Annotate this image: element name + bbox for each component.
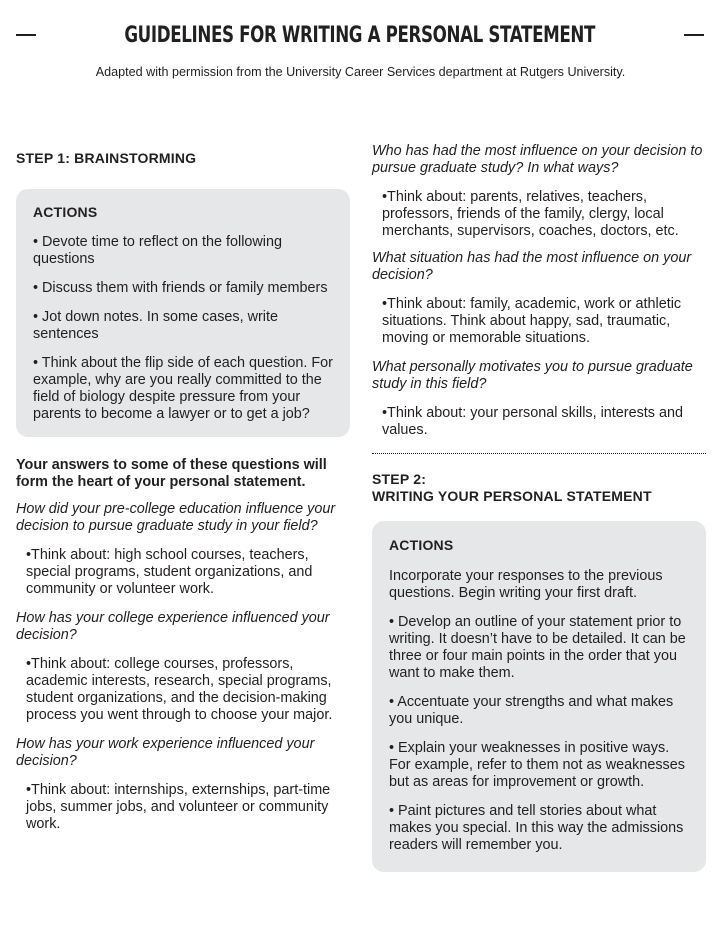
title-rule-left [16, 34, 36, 36]
question-text: How did your pre-college education influence your decision to pursue graduate study in your field? [16, 501, 336, 534]
step1-action-item: • Devote time to reflect on the following questions [33, 234, 283, 267]
step2-heading [372, 471, 706, 505]
step1-actions-title: ACTIONS [33, 204, 98, 220]
step1-action-item: • Jot down notes. In some cases, write sentences [33, 309, 278, 342]
step2-actions-title: ACTIONS [389, 537, 454, 553]
think-about-text: •Think about: high school courses, teachers, special programs, student organizations, and community or volunteer work. [26, 547, 313, 597]
step1-action-item: • Think about the flip side of each question. For example, why are you really committed to the field of biology despite pressure from your parents to become a lawyer or to get a job? [33, 355, 333, 422]
step1-lead-text: Your answers to some of these questions will form the heart of your personal statement. [16, 457, 327, 490]
question-text: Who has had the most influence on your decision to pursue graduate study? In what ways? [372, 143, 703, 176]
question-text: What situation has had the most influence on your decision? [372, 250, 692, 283]
question-text: How has your work experience influenced your decision? [16, 736, 315, 769]
step2-heading-line2: WRITING YOUR PERSONAL STATEMENT [372, 488, 652, 504]
right-column [372, 143, 706, 872]
page-subtitle: Adapted with permission from the University Career Services department at Rutgers University. [95, 65, 626, 79]
think-about-text: •Think about: parents, relatives, teachers, professors, friends of the family, clergy, local merchants, supervisors, coaches, doctors, etc. [382, 189, 679, 239]
think-about-text: •Think about: family, academic, work or athletic situations. Think about happy, sad, traumatic, moving or memorable situations. [382, 296, 682, 346]
dotted-divider [372, 453, 706, 454]
step2-heading-line1: STEP 2: [372, 471, 427, 487]
title-rule-right [684, 34, 704, 36]
page-title: GUIDELINES FOR WRITING A PERSONAL STATEMENT [124, 22, 596, 48]
think-about-text: •Think about: college courses, professors, academic interests, research, special programs, student organizations, and the decision-making process you went through to choose your major. [26, 656, 333, 723]
step1-action-item: • Discuss them with friends or family members [33, 280, 328, 296]
step2-action-item: • Develop an outline of your statement prior to writing. It doesn’t have to be detailed. It can be three or four main points in the order that you want to make them. [389, 614, 686, 681]
left-column [16, 150, 350, 833]
question-text: What personally motivates you to pursue graduate study in this field? [372, 359, 693, 392]
title-row [16, 16, 704, 54]
step1-actions-box [16, 189, 350, 437]
step1-heading: STEP 1: BRAINSTORMING [16, 150, 197, 166]
step2-action-item: • Paint pictures and tell stories about what makes you special. In this way the admissions readers will remember you. [389, 803, 684, 853]
step2-actions-box [372, 521, 706, 872]
think-about-text: •Think about: your personal skills, interests and values. [382, 405, 683, 438]
step2-action-item: • Explain your weaknesses in positive ways. For example, refer to them not as weaknesses but as areas for improvement or growth. [389, 740, 685, 790]
step2-action-item: Incorporate your responses to the previous questions. Begin writing your first draft. [389, 568, 663, 601]
think-about-text: •Think about: internships, externships, part-time jobs, summer jobs, and volunteer or community work. [26, 782, 331, 832]
question-text: How has your college experience influenced your decision? [16, 610, 330, 643]
step2-action-item: • Accentuate your strengths and what makes you unique. [389, 694, 674, 727]
